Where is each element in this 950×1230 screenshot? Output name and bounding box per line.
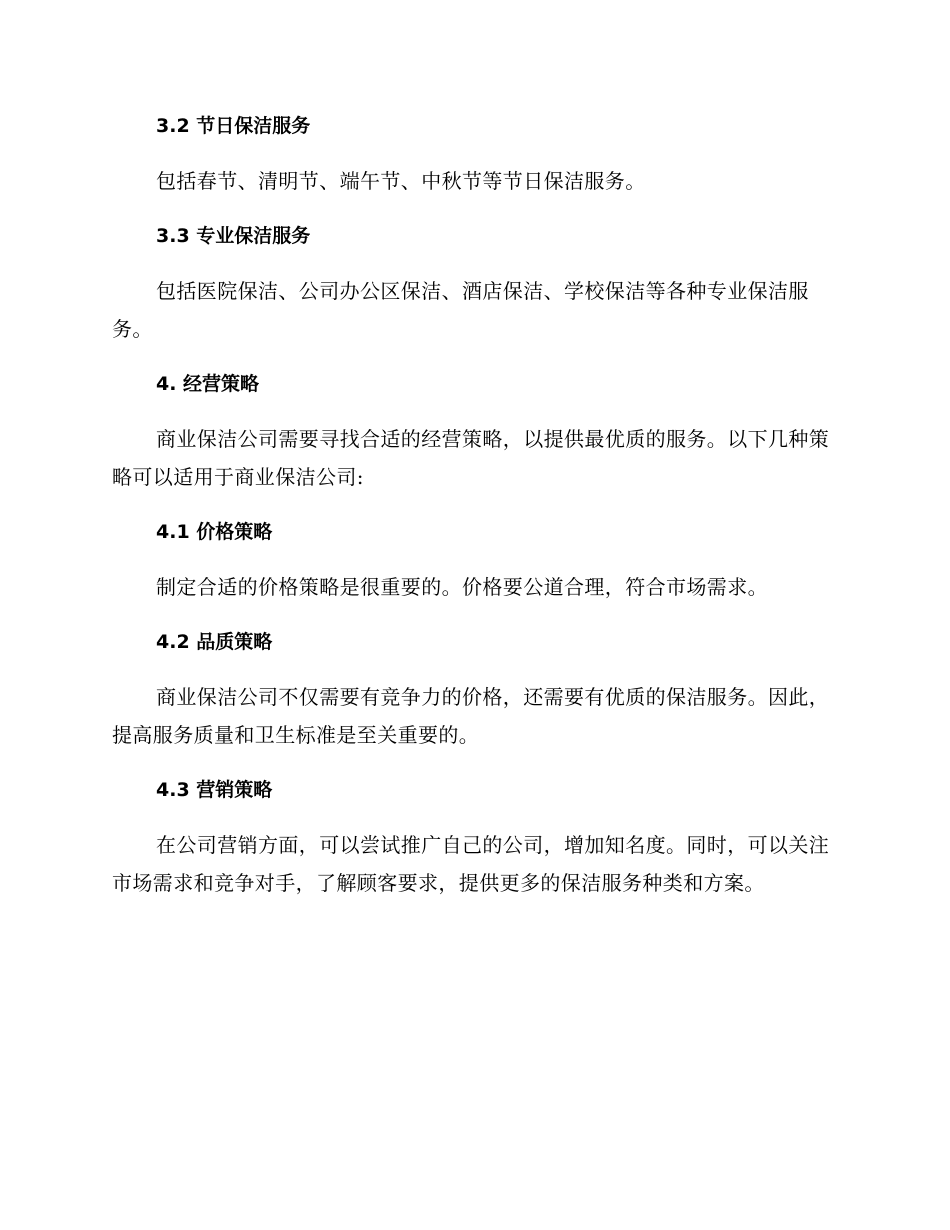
section-heading-3-3: 3.3 专业保洁服务 [156,225,311,247]
document-page [112,108,832,902]
section-paragraph-4-1: 制定合适的价格策略是很重要的。价格要公道合理，符合市场需求。 [156,575,768,599]
section-paragraph-3-2: 包括春节、清明节、端午节、中秋节等节日保洁服务。 [156,169,646,193]
section-heading-4: 4. 经营策略 [156,373,260,395]
section-heading-4-3: 4.3 营销策略 [156,779,273,801]
section-heading-4-1: 4.1 价格策略 [156,521,273,543]
section-paragraph-4-3: 在公司营销方面，可以尝试推广自己的公司，增加知名度。同时，可以关注市场需求和竞争对手，了解顾客要求，提供更多的保洁服务种类和方案。 [112,833,830,895]
section-paragraph-4: 商业保洁公司需要寻找合适的经营策略，以提供最优质的服务。以下几种策略可以适用于商业保洁公司: [112,427,830,489]
section-heading-4-2: 4.2 品质策略 [156,631,273,653]
section-paragraph-4-2: 商业保洁公司不仅需要有竞争力的价格，还需要有优质的保洁服务。因此，提高服务质量和卫生标准是至关重要的。 [112,685,830,747]
section-paragraph-3-3: 包括医院保洁、公司办公区保洁、酒店保洁、学校保洁等各种专业保洁服务。 [112,279,809,341]
section-heading-3-2: 3.2 节日保洁服务 [156,115,311,137]
